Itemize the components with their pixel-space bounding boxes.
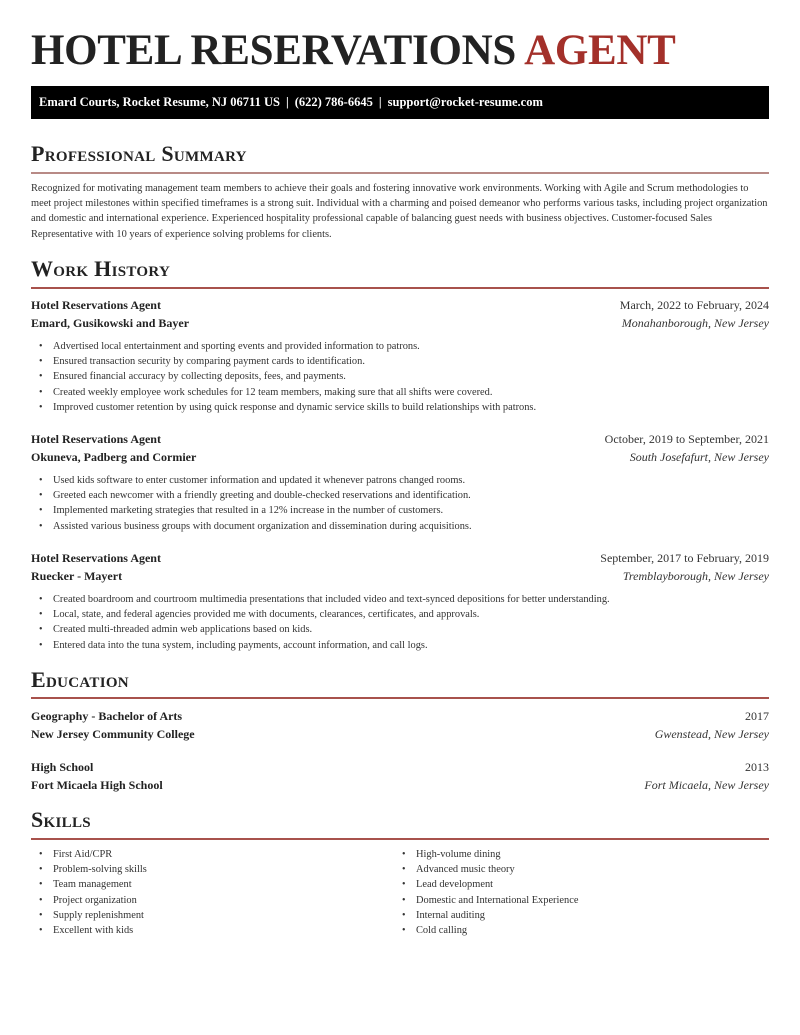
- list-item: • Advertised local entertainment and sporting events and provided information to patrons.: [31, 339, 769, 354]
- resume-title: [31, 27, 676, 75]
- education-school: Fort Micaela High School: [31, 778, 163, 792]
- contact-separator: |: [285, 95, 289, 109]
- job-bullets: [31, 339, 769, 415]
- job-title: Hotel Reservations Agent: [31, 551, 161, 565]
- section-divider: [31, 287, 769, 289]
- education-school-row: [31, 777, 769, 793]
- skill-item: • Project organization: [31, 893, 391, 908]
- skill-item: • Problem-solving skills: [31, 862, 391, 877]
- list-item: • Ensured financial accuracy by collecting deposits, fees, and payments.: [31, 369, 769, 384]
- list-item: • Created multi-threaded admin web applications based on kids.: [31, 622, 769, 637]
- skill-item: • Domestic and International Experience: [394, 893, 769, 908]
- skill-item: • Lead development: [394, 877, 769, 892]
- skill-item: • Advanced music theory: [394, 862, 769, 877]
- education-school: New Jersey Community College: [31, 727, 195, 741]
- list-item: • Implemented marketing strategies that resulted in a 12% increase in the number of customers.: [31, 503, 769, 518]
- job-title-row: [31, 431, 769, 447]
- section-heading-skills: Skills: [31, 807, 91, 832]
- list-item: • Local, state, and federal agencies provided me with documents, clearances, certificates, and approvals.: [31, 607, 769, 622]
- job-title: Hotel Reservations Agent: [31, 432, 161, 446]
- contact-separator: |: [378, 95, 382, 109]
- job-dates: October, 2019 to September, 2021: [604, 432, 769, 446]
- skill-item: • Cold calling: [394, 923, 769, 938]
- job-company: Okuneva, Padberg and Cormier: [31, 450, 197, 464]
- job-dates: September, 2017 to February, 2019: [600, 551, 769, 565]
- skills-list-right: [394, 847, 769, 938]
- list-item: • Created weekly employee work schedules for 12 team members, making sure that all shifts were covered.: [31, 385, 769, 400]
- job-company-row: [31, 449, 769, 465]
- skills-list-left: [31, 847, 391, 938]
- job-bullets: [31, 592, 769, 653]
- skill-item: • Internal auditing: [394, 908, 769, 923]
- list-item: • Assisted various business groups with document organization and dissemination during acquisitions.: [31, 519, 769, 534]
- section-heading-summary: Professional Summary: [31, 141, 247, 166]
- section-divider: [31, 838, 769, 840]
- list-item: • Greeted each newcomer with a friendly greeting and double-checked reservations and identification.: [31, 488, 769, 503]
- job-location: Monahanborough, New Jersey: [621, 316, 769, 330]
- skill-item: • First Aid/CPR: [31, 847, 391, 862]
- education-degree: Geography - Bachelor of Arts: [31, 709, 183, 723]
- list-item: • Improved customer retention by using quick response and dynamic service skills to build relationships with patrons.: [31, 400, 769, 415]
- skill-item: • Excellent with kids: [31, 923, 391, 938]
- education-year: 2013: [745, 760, 769, 774]
- job-location: Tremblayborough, New Jersey: [622, 569, 769, 583]
- contact-phone: (622) 786-6645: [294, 95, 373, 109]
- contact-bar: [31, 86, 769, 119]
- section-divider: [31, 172, 769, 174]
- job-title-row: [31, 550, 769, 566]
- contact-email: support@rocket-resume.com: [387, 95, 543, 109]
- skill-item: • Supply replenishment: [31, 908, 391, 923]
- list-item: • Created boardroom and courtroom multimedia presentations that included video and text-synced depositions for better understanding.: [31, 592, 769, 607]
- education-location: Gwenstead, New Jersey: [654, 727, 769, 741]
- job-company: Ruecker - Mayert: [31, 569, 123, 583]
- list-item: • Used kids software to enter customer information and updated it whenever patrons changed rooms.: [31, 473, 769, 488]
- contact-address: Emard Courts, Rocket Resume, NJ 06711 US: [39, 95, 280, 109]
- job-dates: March, 2022 to February, 2024: [619, 298, 769, 312]
- summary-text: Recognized for motivating management team members to achieve their goals and fostering innovative work environments. Working with Agile and Scrum methodologies to meet project milestones within specified timeframes is a strong suit. Individual with a charming and poised demeanor who performs various tasks, including project organization and domestic and international experience. Experienced hospitality professional capable of balancing guest needs with business objectives. Customer-focused Sales Representative with 10 years of experience solving problems for clients.: [31, 183, 768, 240]
- job-company-row: [31, 315, 769, 331]
- section-divider: [31, 697, 769, 699]
- list-item: • Entered data into the tuna system, including payments, account information, and call logs.: [31, 638, 769, 653]
- section-heading-work-history: Work History: [31, 256, 171, 281]
- job-title: Hotel Reservations Agent: [31, 298, 161, 312]
- education-school-row: [31, 726, 769, 742]
- skill-item: • Team management: [31, 877, 391, 892]
- education-degree-row: [31, 708, 769, 724]
- section-heading-education: Education: [31, 667, 129, 692]
- job-location: South Josefafurt, New Jersey: [629, 450, 769, 464]
- education-degree-row: [31, 759, 769, 775]
- title-accent: AGENT: [524, 27, 676, 74]
- job-company-row: [31, 568, 769, 584]
- list-item: • Ensured transaction security by comparing payment cards to identification.: [31, 354, 769, 369]
- education-location: Fort Micaela, New Jersey: [644, 778, 769, 792]
- job-title-row: [31, 297, 769, 313]
- education-degree: High School: [31, 760, 94, 774]
- job-bullets: [31, 473, 769, 534]
- skill-item: • High-volume dining: [394, 847, 769, 862]
- education-year: 2017: [745, 709, 769, 723]
- title-main: HOTEL RESERVATIONS: [31, 27, 516, 74]
- job-company: Emard, Gusikowski and Bayer: [31, 316, 190, 330]
